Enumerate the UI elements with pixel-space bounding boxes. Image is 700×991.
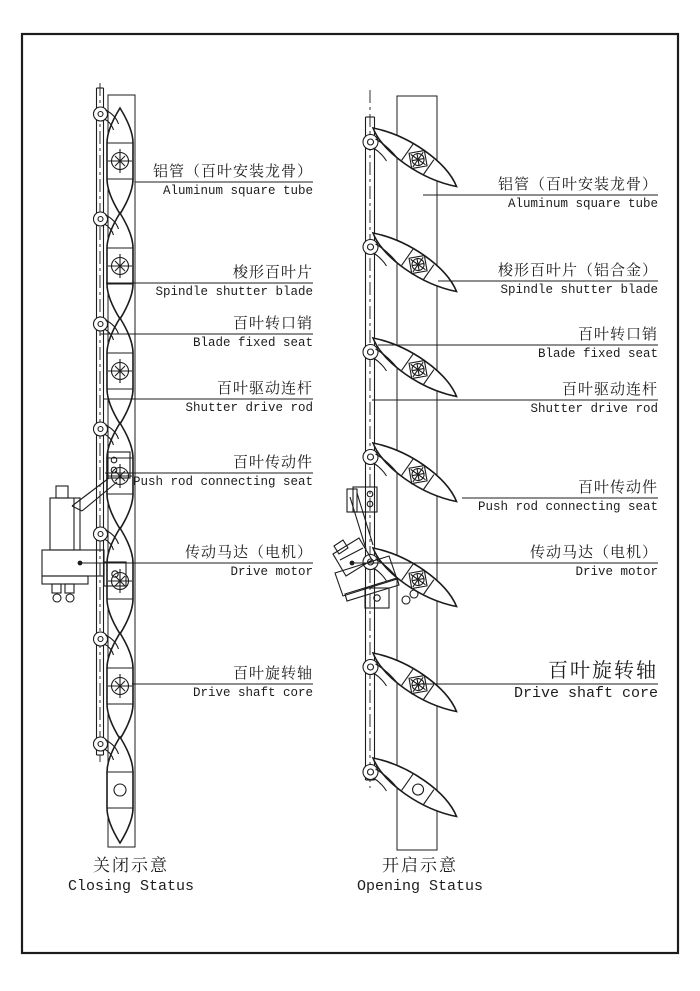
- label-spindle-blade-left: [155, 262, 313, 301]
- label-aluminum-tube-right: [498, 174, 658, 213]
- label-en: Aluminum square tube: [507, 197, 658, 211]
- label-en: Shutter drive rod: [185, 401, 313, 415]
- open-blade: [367, 539, 463, 616]
- label-en: Push rod connecting seat: [477, 500, 658, 514]
- shutter-drive-rod-right: [366, 90, 375, 788]
- caption-closing-status: [31, 855, 231, 897]
- label-zh: 百叶驱动连杆: [561, 381, 658, 398]
- label-en: Spindle shutter blade: [155, 285, 313, 299]
- label-aluminum-tube-left: [153, 161, 313, 200]
- label-en: Drive motor: [575, 565, 658, 579]
- label-zh: 百叶旋转轴: [232, 665, 313, 682]
- caption-en: Closing Status: [67, 878, 195, 895]
- left-assembly-closed: [42, 83, 135, 847]
- leader-dot: [350, 561, 355, 566]
- open-blade: [367, 434, 463, 511]
- right-assembly-open: [333, 90, 463, 850]
- leader-dot: [78, 561, 83, 566]
- label-en: Shutter drive rod: [530, 402, 658, 416]
- label-en: Blade fixed seat: [537, 347, 658, 361]
- label-shaft-core-left: [193, 663, 313, 702]
- label-zh: 梭形百叶片（铝合金）: [497, 262, 658, 279]
- label-zh: 百叶驱动连杆: [216, 380, 313, 397]
- label-en: Blade fixed seat: [192, 336, 313, 350]
- label-zh: 百叶传动件: [232, 454, 313, 471]
- label-en: Drive motor: [230, 565, 313, 579]
- label-en: Aluminum square tube: [162, 184, 313, 198]
- label-spindle-blade-right: [498, 260, 658, 299]
- label-zh: 传动马达（电机）: [529, 544, 658, 561]
- leader-lines: [78, 182, 658, 684]
- open-blade: [367, 224, 463, 301]
- open-blade: [367, 644, 463, 721]
- closed-blade-bottom: [107, 737, 133, 843]
- label-drive-motor-left: [185, 542, 313, 581]
- label-drive-motor-right: [530, 542, 658, 581]
- label-drive-rod-left: [185, 378, 313, 417]
- open-blade: [367, 329, 463, 406]
- label-en: Push rod connecting seat: [132, 475, 313, 489]
- caption-zh: 开启示意: [382, 856, 458, 875]
- caption-opening-status: [320, 855, 520, 897]
- open-blade-bottom: [367, 749, 463, 826]
- label-connecting-seat-right: [478, 477, 658, 516]
- label-zh: 百叶旋转轴: [548, 660, 658, 682]
- drive-motor-right: [333, 487, 418, 608]
- open-blade: [367, 119, 463, 196]
- label-zh: 百叶转口销: [232, 315, 313, 332]
- label-connecting-seat-left: [133, 452, 313, 491]
- label-zh: 传动马达（电机）: [184, 544, 313, 561]
- caption-en: Opening Status: [356, 878, 484, 895]
- caption-zh: 关闭示意: [93, 856, 169, 875]
- label-zh: 百叶转口销: [577, 326, 658, 343]
- label-blade-fixed-seat-left: [193, 313, 313, 352]
- label-zh: 铝管（百叶安装龙骨）: [497, 176, 658, 193]
- label-en: Spindle shutter blade: [500, 283, 658, 297]
- label-en: Drive shaft core: [192, 686, 313, 700]
- label-drive-rod-right: [530, 379, 658, 418]
- label-zh: 铝管（百叶安装龙骨）: [152, 163, 313, 180]
- label-en: Drive shaft core: [513, 685, 658, 702]
- label-blade-fixed-seat-right: [538, 324, 658, 363]
- label-zh: 百叶传动件: [577, 479, 658, 496]
- label-shaft-core-right: [514, 658, 658, 704]
- label-zh: 梭形百叶片: [232, 264, 313, 281]
